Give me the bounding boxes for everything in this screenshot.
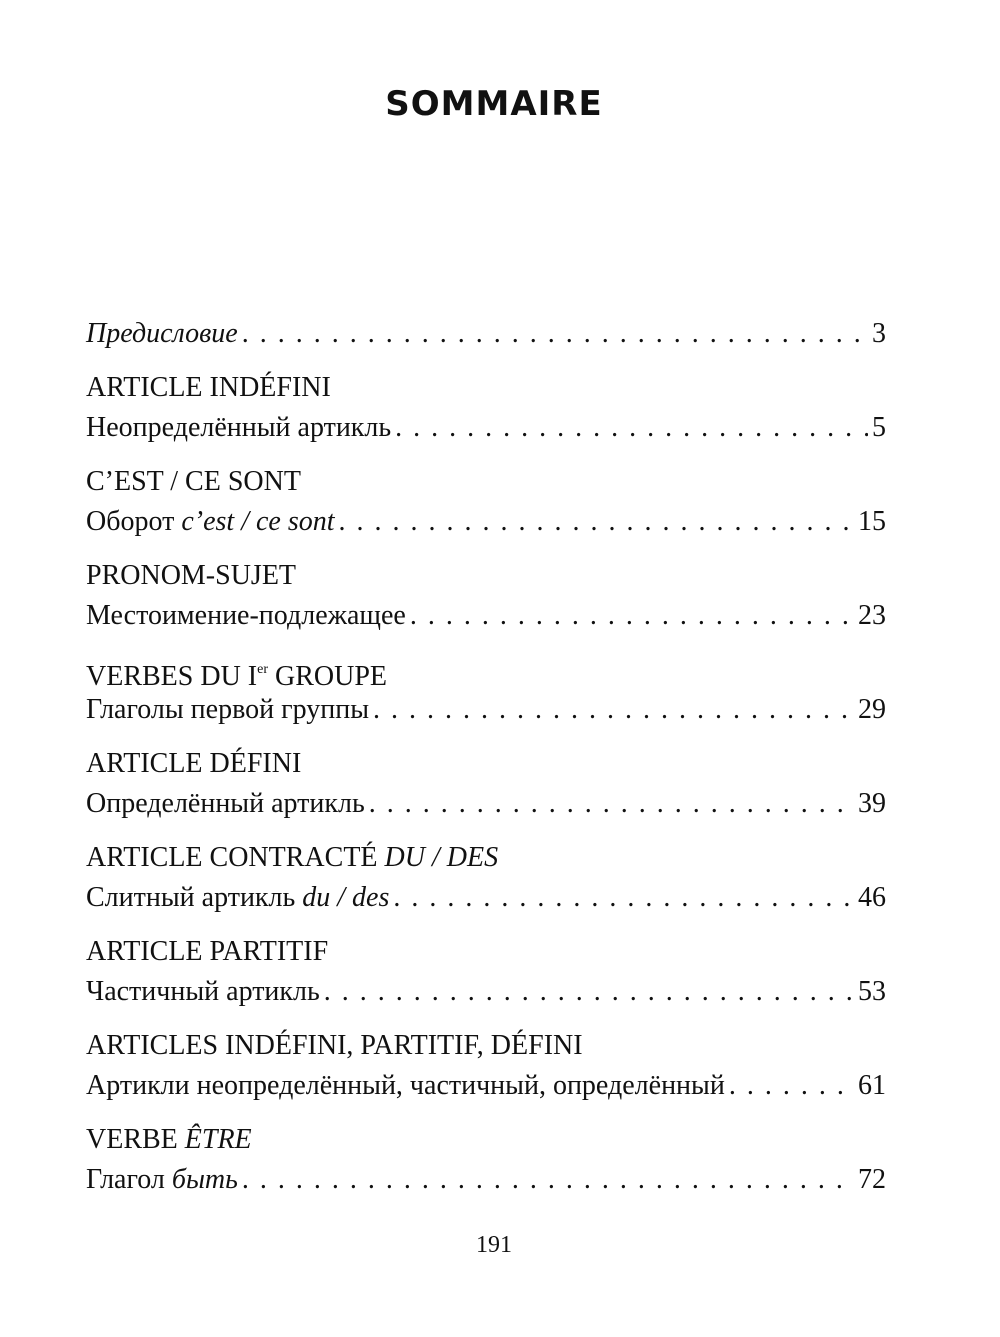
toc-entry-russian-title: Местоимение-подлежащее <box>86 600 406 631</box>
dot-leader <box>393 878 854 918</box>
dot-leader <box>395 408 868 448</box>
toc-entry[interactable] <box>86 462 886 542</box>
dot-leader <box>324 972 854 1012</box>
dot-leader <box>373 690 854 730</box>
toc-entry-label: Предисловие <box>86 318 238 349</box>
toc-entry[interactable] <box>86 556 886 636</box>
dot-leader <box>339 502 854 542</box>
toc-entry-french-title: VERBES DU Ier GROUPE <box>86 661 388 692</box>
dot-leader <box>410 596 854 636</box>
toc-entry[interactable] <box>86 650 886 730</box>
toc-entry-russian-title: Слитный артикль du / des <box>86 882 390 913</box>
toc-entry-russian-title: Глаголы первой группы <box>86 694 370 725</box>
toc-entry-french-title: ARTICLES INDÉFINI, PARTITIF, DÉFINI <box>86 1030 583 1061</box>
toc-entry[interactable] <box>86 932 886 1012</box>
toc-page-number: 15 <box>858 506 886 537</box>
toc-entry-french-title: ARTICLE PARTITIF <box>86 936 329 967</box>
toc-entry-french-title: ARTICLE CONTRACTÉ DU / DES <box>86 842 499 873</box>
toc-entry-french-title: ARTICLE DÉFINI <box>86 748 302 779</box>
dot-leader <box>369 784 854 824</box>
toc-entry[interactable] <box>86 1026 886 1106</box>
toc-entry-russian-title: Артикли неопределённый, частичный, определённый <box>86 1070 725 1101</box>
toc-entry-russian-title: Оборот c’est / ce sont <box>86 506 335 537</box>
toc-entry-preface[interactable] <box>86 314 886 354</box>
toc-entry-russian-title: Определённый артикль <box>86 788 365 819</box>
toc-entry[interactable] <box>86 744 886 824</box>
toc-entry[interactable] <box>86 838 886 918</box>
toc-entry-french-title: VERBE ÊTRE <box>86 1124 252 1155</box>
toc-entry-russian-title: Неопределённый артикль <box>86 412 392 443</box>
toc-entry-french-title: C’EST / CE SONT <box>86 466 301 497</box>
toc-entry-russian-title: Глагол быть <box>86 1164 238 1195</box>
toc-page-number: 61 <box>858 1070 886 1101</box>
toc-entry[interactable] <box>86 368 886 448</box>
toc-page-number: 39 <box>858 788 886 819</box>
toc-entry-french-title: ARTICLE INDÉFINI <box>86 372 331 403</box>
toc-page-number: 46 <box>858 882 886 913</box>
toc-entry-french-title: PRONOM-SUJET <box>86 560 297 591</box>
dot-leader <box>242 314 868 354</box>
toc-entry[interactable] <box>86 1120 886 1200</box>
page-title: SOMMAIRE <box>385 84 603 124</box>
table-of-contents <box>86 314 886 1214</box>
toc-page-number: 3 <box>872 318 886 349</box>
page-number: 191 <box>476 1232 512 1258</box>
toc-page-number: 29 <box>858 694 886 725</box>
toc-page-number: 53 <box>858 976 886 1007</box>
toc-entry-russian-title: Частичный артикль <box>86 976 320 1007</box>
toc-page-number: 5 <box>872 412 886 443</box>
toc-page-number: 23 <box>858 600 886 631</box>
dot-leader <box>729 1066 854 1106</box>
toc-page-number: 72 <box>858 1164 886 1195</box>
dot-leader <box>242 1160 854 1200</box>
